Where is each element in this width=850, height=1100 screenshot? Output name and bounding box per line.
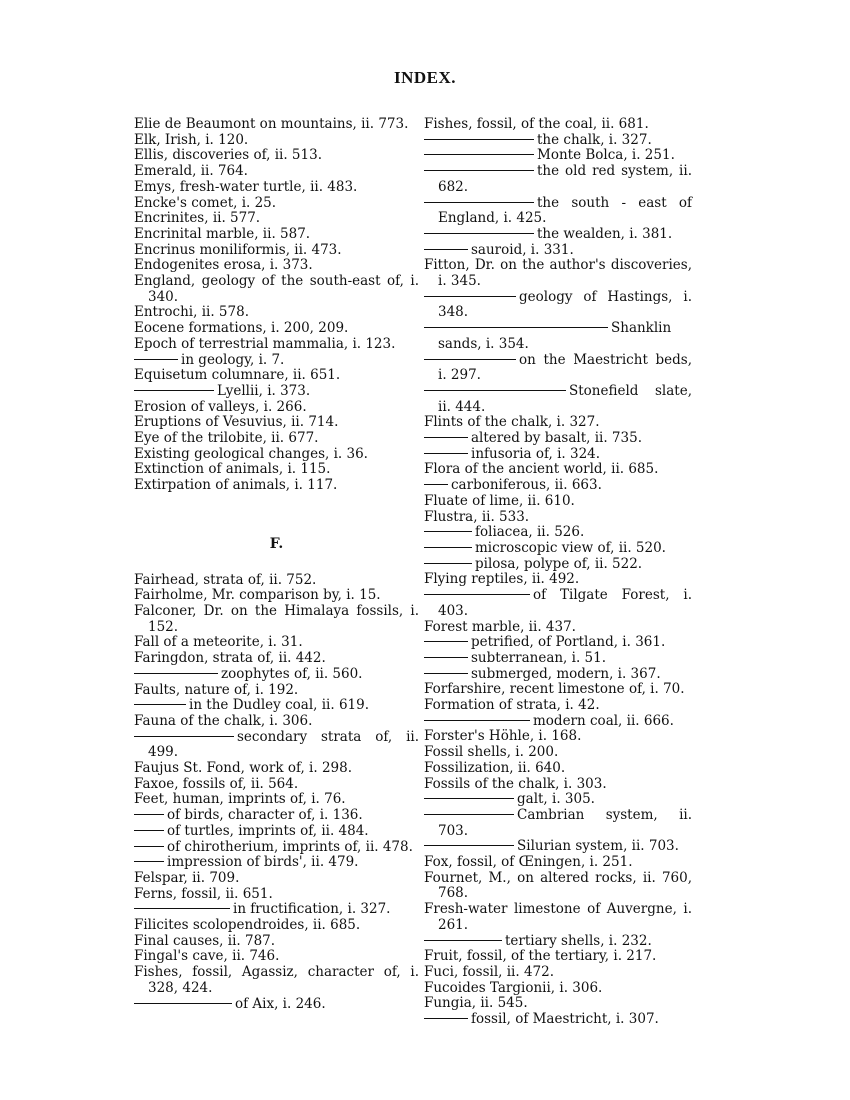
index-entry-text: Extinction of animals, i. 115. [134,461,331,478]
index-entry [134,918,419,934]
index-entry [134,651,419,667]
ditto-rule [134,861,164,862]
index-entry [424,164,692,195]
page-title: INDEX. [393,68,457,87]
index-entry [424,620,692,636]
index-entry-text: of Aix, i. 246. [235,995,326,1012]
ditto-rule [424,437,468,438]
index-entry [424,321,692,352]
index-entry-text: Elk, Irish, i. 120. [134,131,249,148]
ditto-rule [424,673,468,674]
index-entry-text: microscopic view of, ii. 520. [475,539,666,556]
index-entry [134,698,419,714]
index-entry [134,211,419,227]
index-entry [134,117,419,133]
ditto-rule [424,327,608,328]
index-entry [424,682,692,698]
index-entry-text: Extirpation of animals, i. 117. [134,477,338,494]
index-entry-text: England, geology of the south-east of, i. 340. [134,273,419,305]
index-entry [424,431,692,447]
index-entry [134,934,419,950]
index-entry [134,415,419,431]
index-entry-text: carboniferous, ii. 663. [451,477,602,494]
index-entry [424,353,692,384]
index-entry [424,415,692,431]
index-entry-text: Eruptions of Vesuvius, ii. 714. [134,414,339,431]
index-entry [424,902,692,933]
index-entry [424,290,692,321]
index-entry [134,368,419,384]
index-entry [134,243,419,259]
index-entry-text: of chirotherium, imprints of, ii. 478. [167,838,413,855]
index-entry-text: Monte Bolca, i. 251. [537,147,675,164]
index-entry-text: Fossil shells, i. 200. [424,744,559,761]
index-entry [424,510,692,526]
index-entry-text: Shanklin sands, i. 354. [438,320,672,352]
index-entry-text: Encrinus moniliformis, ii. 473. [134,241,342,258]
right-column [424,117,692,1028]
index-entry-text: Falconer, Dr. on the Himalaya fossils, i. 152. [134,602,419,635]
index-entry-text: Epoch of terrestrial mammalia, i. 123. [134,335,396,352]
index-entry-text: Fingal's cave, ii. 746. [134,948,280,965]
index-entry [424,462,692,478]
index-entry-text: Fournet, M., on altered rocks, ii. 760, 768. [424,869,692,902]
ditto-rule [134,673,218,674]
index-entry-text: Emerald, ii. 764. [134,163,248,180]
index-entry [134,305,419,321]
index-entry [424,714,692,730]
index-entry [134,949,419,965]
index-section-f-right [424,117,692,1028]
index-entry [134,431,419,447]
index-entry-text: zoophytes of, ii. 560. [221,665,363,682]
section-letter-f: F. [269,535,284,552]
ditto-rule [424,453,468,454]
index-entry-text: Felspar, ii. 709. [134,869,240,886]
index-entry-text: subterranean, i. 51. [471,649,607,666]
index-entry [424,196,692,227]
index-entry [134,148,419,164]
index-entry [134,447,419,463]
index-entry [134,353,419,369]
index-entry [134,997,419,1013]
index-entry-text: Fossilization, ii. 640. [424,759,566,776]
index-entry-text: the chalk, i. 327. [537,131,652,148]
ditto-rule [424,390,566,391]
index-entry-text: Equisetum columnare, ii. 651. [134,367,341,384]
index-entry [424,667,692,683]
index-entry [424,745,692,761]
index-entry-text: petrified, of Portland, i. 361. [471,634,666,651]
index-entry-text: Forfarshire, recent limestone of, i. 70. [424,681,685,698]
index-entry-text: Cambrian system, ii. 703. [438,806,692,839]
index-entry-text: Eye of the trilobite, ii. 677. [134,430,319,447]
index-entry [134,887,419,903]
ditto-rule [424,296,516,297]
ditto-rule [424,531,472,532]
index-entry [424,447,692,463]
index-entry-text: infusoria of, i. 324. [471,445,601,462]
index-entry [424,133,692,149]
ditto-rule [134,908,230,909]
ditto-rule [134,390,214,391]
index-entry-text: Stonefield slate, ii. 444. [438,382,692,415]
index-entry [424,965,692,981]
index-entry-text: on the Maestricht beds, i. 297. [438,351,692,384]
index-entry-text: Fossils of the chalk, i. 303. [424,775,607,792]
index-entry [424,494,692,510]
ditto-rule [424,940,502,941]
index-entry [134,808,419,824]
index-entry [424,243,692,259]
index-entry-text: submerged, modern, i. 367. [471,665,661,682]
index-entry [424,148,692,164]
index-entry [424,1012,692,1028]
index-entry-text: Filicites scolopendroides, ii. 685. [134,917,361,934]
ditto-rule [424,657,468,658]
index-entry [424,557,692,573]
index-entry [134,384,419,400]
index-entry-text: fossil, of Maestricht, i. 307. [471,1011,659,1028]
ditto-rule [424,170,534,171]
index-entry-text: Fairhead, strata of, ii. 752. [134,571,317,588]
index-entry-text: in fructification, i. 327. [233,901,391,918]
index-entry-text: Endogenites erosa, i. 373. [134,257,313,274]
index-entry-text: Fox, fossil, of Œningen, i. 251. [424,854,633,871]
index-entry [134,462,419,478]
index-entry [134,792,419,808]
index-entry [424,729,692,745]
index-entry-text: Elie de Beaumont on mountains, ii. 773. [134,116,409,132]
index-entry-text: the old red system, ii. 682. [438,163,692,195]
ditto-rule [424,594,530,595]
index-entry [424,227,692,243]
index-entry-text: of birds, character of, i. 136. [167,807,363,824]
index-entry [424,117,692,133]
ditto-rule [134,1003,232,1004]
index-entry-text: tertiary shells, i. 232. [505,932,652,949]
index-entry-text: Flints of the chalk, i. 327. [424,414,600,431]
ditto-rule [424,484,448,485]
index-entry [424,792,692,808]
index-entry [424,698,692,714]
index-entry [424,996,692,1012]
ditto-rule [424,139,534,140]
index-entry-text: Lyellii, i. 373. [217,382,311,399]
ditto-rule [424,202,534,203]
index-entry [134,588,419,604]
index-entry-text: Fresh-water limestone of Auvergne, i. 261. [424,901,692,933]
ditto-rule [424,814,514,815]
ditto-rule [134,704,186,705]
index-entry-text: Entrochi, ii. 578. [134,304,249,321]
index-entry [134,478,419,494]
index-entry-text: in geology, i. 7. [181,351,285,368]
index-entry [134,604,419,635]
index-entry [134,180,419,196]
index-entry-text: impression of birds', ii. 479. [167,854,359,871]
index-entry-text: Fall of a meteorite, i. 31. [134,634,303,651]
index-entry [424,871,692,902]
index-entry [134,965,419,996]
ditto-rule [134,736,234,737]
index-entry [424,525,692,541]
index-entry [134,761,419,777]
index-entry-text: Fucoides Targionii, i. 306. [424,979,603,996]
index-entry [134,683,419,699]
ditto-rule [424,233,534,234]
index-entry [134,840,419,856]
index-entry-text: the wealden, i. 381. [537,225,673,242]
ditto-rule [134,846,164,847]
index-entry [134,258,419,274]
index-entry [424,588,692,619]
index-entry-text: altered by basalt, ii. 735. [471,430,642,447]
index-entry-text: Fitton, Dr. on the author's discoveries, i. 345. [424,257,692,290]
index-entry [134,400,419,416]
index-entry [134,274,419,305]
index-entry-text: galt, i. 305. [517,791,595,808]
index-entry [134,855,419,871]
index-entry-text: Fungia, ii. 545. [424,995,528,1012]
index-entry-text: Existing geological changes, i. 36. [134,445,368,462]
index-entry-text: Faringdon, strata of, ii. 442. [134,650,326,667]
index-entry-text: Flustra, ii. 533. [424,508,530,525]
ditto-rule [424,720,530,721]
index-entry-text: Flora of the ancient world, ii. 685. [424,461,659,478]
ditto-rule [424,154,534,155]
index-entry-text: Encrinites, ii. 577. [134,210,261,227]
index-entry [424,572,692,588]
index-entry [424,934,692,950]
index-entry-text: Faults, nature of, i. 192. [134,681,299,698]
index-entry [134,777,419,793]
index-entry [424,855,692,871]
left-column [134,117,419,1012]
index-entry [424,761,692,777]
index-entry-text: Fruit, fossil, of the tertiary, i. 217. [424,948,657,965]
index-entry [134,667,419,683]
index-entry-text: sauroid, i. 331. [471,241,574,258]
index-entry [134,714,419,730]
index-entry [134,730,419,761]
index-entry-text: foliacea, ii. 526. [475,524,585,541]
index-entry-text: Eocene formations, i. 200, 209. [134,320,349,337]
index-entry-text: Fauna of the chalk, i. 306. [134,712,313,729]
index-entry [134,824,419,840]
index-entry [134,871,419,887]
index-entry [424,258,692,289]
index-entry-text: Final causes, ii. 787. [134,932,276,949]
index-entry-text: the south - east of England, i. 425. [438,194,692,227]
ditto-rule [134,830,164,831]
index-entry-text: Fluate of lime, ii. 610. [424,492,575,509]
ditto-rule [424,845,514,846]
index-entry [134,635,419,651]
index-entry [424,981,692,997]
ditto-rule [424,641,468,642]
index-entry-text: Formation of strata, i. 42. [424,697,600,714]
index-entry [424,949,692,965]
ditto-rule [424,1018,468,1019]
index-entry-text: of Tilgate Forest, i. 403. [438,587,692,619]
index-entry [424,541,692,557]
index-entry [424,651,692,667]
index-entry-text: Feet, human, imprints of, i. 76. [134,791,346,808]
index-entry-text: Ellis, discoveries of, ii. 513. [134,147,322,164]
index-entry-text: Ferns, fossil, ii. 651. [134,885,273,902]
index-entry-text: Fuci, fossil, ii. 472. [424,963,554,980]
index-entry-text: Forest marble, ii. 437. [424,618,576,635]
index-entry [134,337,419,353]
index-entry-text: in the Dudley coal, ii. 619. [189,697,370,714]
index-entry-text: of turtles, imprints of, ii. 484. [167,822,369,839]
index-entry-text: Forster's Höhle, i. 168. [424,728,582,745]
ditto-rule [134,814,164,815]
index-entry-text: pilosa, polype of, ii. 522. [475,555,643,572]
index-entry-text: geology of Hastings, i. 348. [438,288,692,321]
index-entry [424,777,692,793]
index-entry [424,478,692,494]
index-entry [134,164,419,180]
index-entry [134,573,419,589]
ditto-rule [424,359,516,360]
index-entry-text: secondary strata of, ii. 499. [148,728,419,761]
index-entry-text: Erosion of valleys, i. 266. [134,398,307,415]
index-entry-text: Faujus St. Fond, work of, i. 298. [134,760,353,777]
index-entry [424,839,692,855]
index-entry [424,384,692,415]
ditto-rule [424,547,472,548]
index-entry-text: Encke's comet, i. 25. [134,194,277,211]
index-entry [134,227,419,243]
index-entry-text: Silurian system, ii. 703. [517,838,679,855]
index-entry-text: Emys, fresh-water turtle, ii. 483. [134,178,358,195]
index-entry-text: modern coal, ii. 666. [533,712,674,729]
index-entry [134,902,419,918]
index-entry-text: Faxoe, fossils of, ii. 564. [134,775,299,792]
index-section-f-left [134,573,419,1013]
index-entry [134,133,419,149]
ditto-rule [424,249,468,250]
index-entry-text: Fishes, fossil, of the coal, ii. 681. [424,116,649,132]
index-section-e [134,117,419,494]
index-entry-text: Fishes, fossil, Agassiz, character of, i. 328, 424. [134,964,419,996]
ditto-rule [134,359,178,360]
index-entry [134,321,419,337]
index-entry [134,196,419,212]
index-entry-text: Fairholme, Mr. comparison by, i. 15. [134,587,381,604]
ditto-rule [424,798,514,799]
index-entry-text: Encrinital marble, ii. 587. [134,225,311,242]
index-entry [424,635,692,651]
ditto-rule [424,563,472,564]
index-entry-text: Flying reptiles, ii. 492. [424,571,580,588]
index-entry [424,808,692,839]
